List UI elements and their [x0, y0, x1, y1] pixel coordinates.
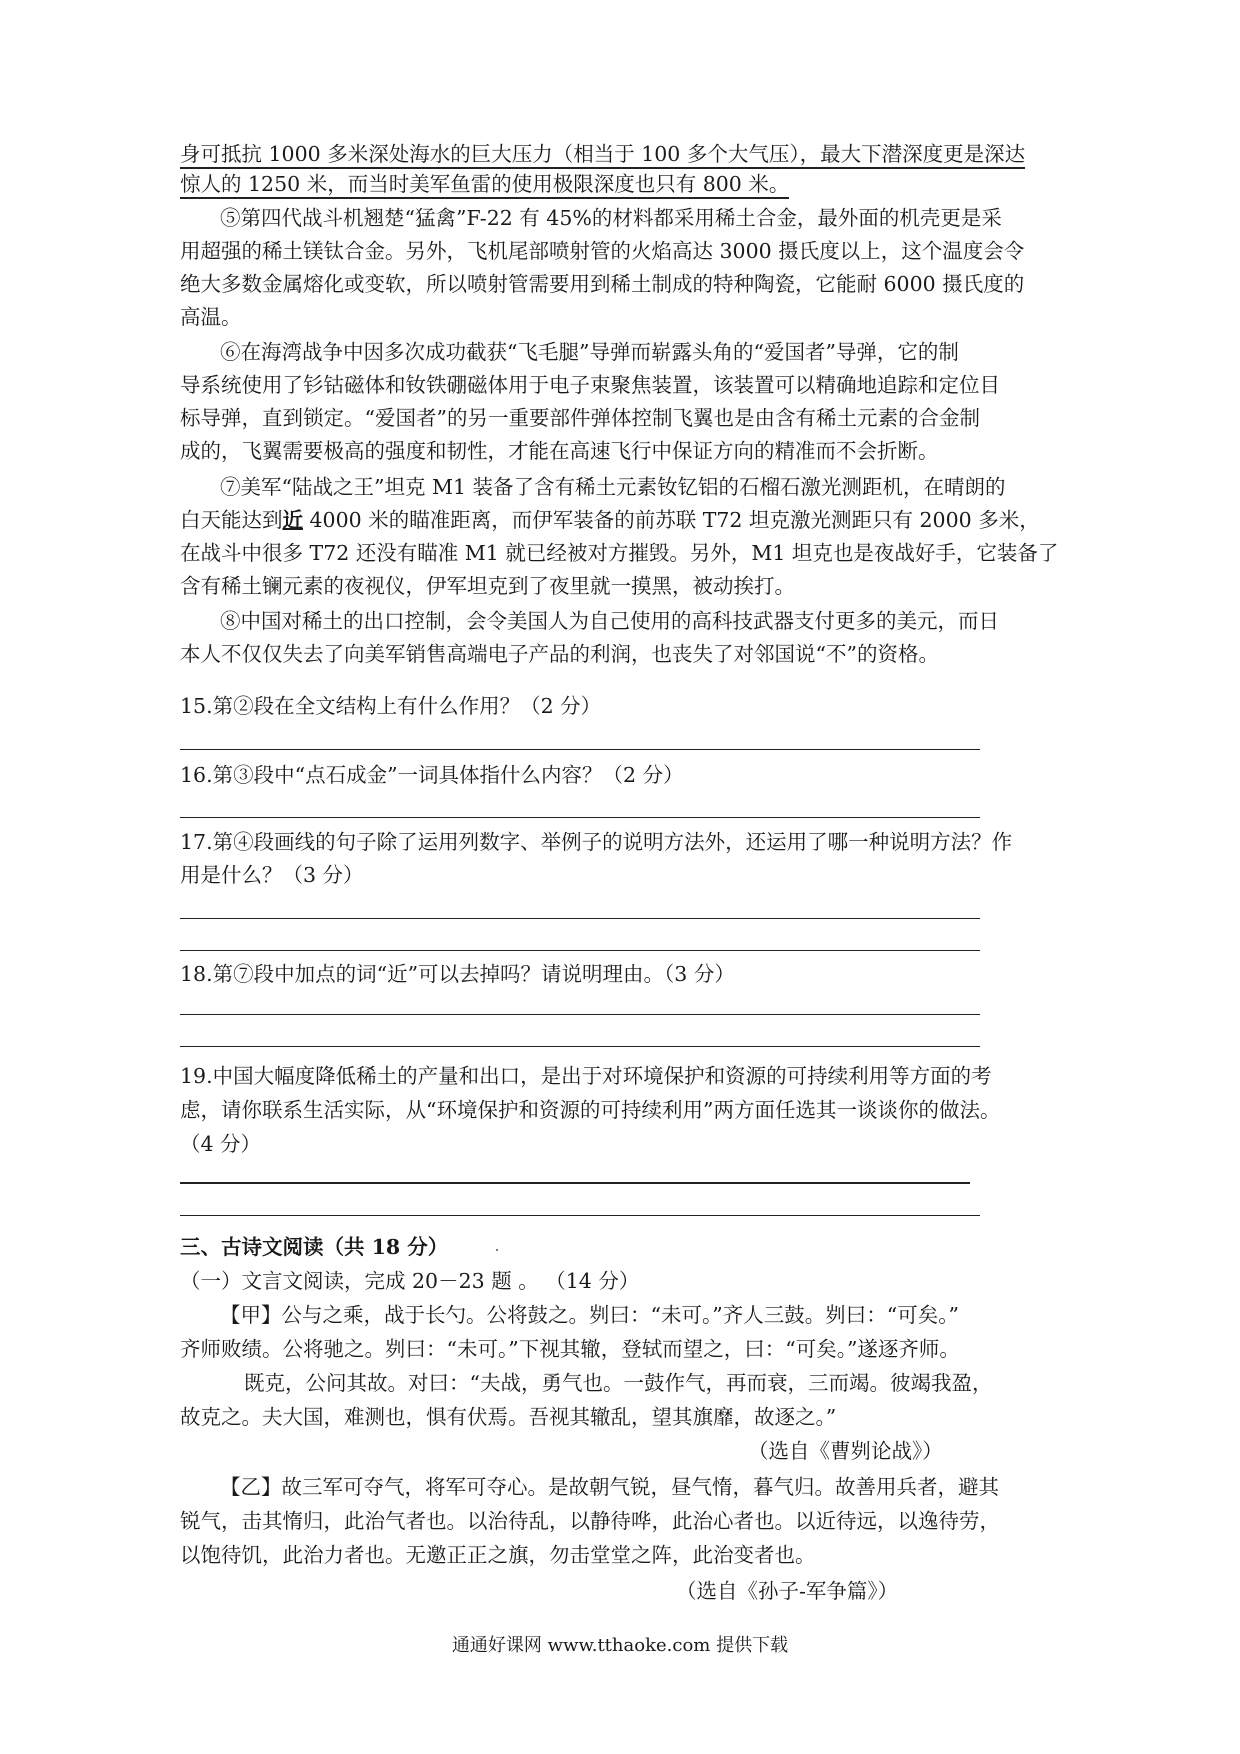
paragraph-7-text: 4000 米的瞄准距离，而伊军装备的前苏联 T72 坦克激光测距只有 2000 多米， [303, 508, 1040, 532]
paragraph-7-line-1: ⑦美军“陆战之王”坦克 M1 装备了含有稀土元素钕钇铝的石榴石激光测距机，在晴朗的 [220, 475, 1006, 499]
question-16: 16.第③段中“点石成金”一词具体指什么内容？（2 分） [180, 763, 684, 787]
paragraph-7-line-2 [180, 503, 1070, 537]
question-18: 18.第⑦段中加点的词“近”可以去掉吗？请说明理由。（3 分） [180, 962, 735, 986]
underlined-sentence: 惊人的 1250 米，而当时美军鱼雷的使用极限深度也只有 800 米。 [180, 172, 789, 199]
answer-line[interactable] [180, 1182, 970, 1184]
passage-jia-line-4: 故克之。夫大国，难测也，惧有伏焉。吾视其辙乱，望其旗靡，故逐之。” [180, 1405, 837, 1429]
question-19-line-1: 19.中国大幅度降低稀土的产量和出口，是出于对环境保护和资源的可持续利用等方面的考 [180, 1064, 992, 1088]
passage-yi-line-1: 【乙】故三军可夺气，将军可夺心。是故朝气锐，昼气惰，暮气归。故善用兵者，避其 [220, 1475, 999, 1499]
paragraph-4-line-1 [180, 137, 1070, 171]
passage-jia-source: （选自《曹刿论战》） [748, 1439, 943, 1463]
answer-line[interactable] [180, 918, 980, 919]
passage-yi-source: （选自《孙子-军争篇》） [676, 1579, 899, 1603]
question-17-line-2: 用是什么？（3 分） [180, 863, 364, 887]
passage-jia-line-2: 齐师败绩。公将驰之。刿曰：“未可。”下视其辙，登轼而望之，曰：“可矣。”遂逐齐师。 [180, 1337, 960, 1361]
section-3-subheading: （一）文言文阅读，完成 20－23 题 。 （14 分） [180, 1269, 640, 1293]
dotted-word: 近 [282, 508, 303, 532]
paragraph-8-line-2: 本人不仅仅失去了向美军销售高端电子产品的利润，也丧失了对邻国说“不”的资格。 [180, 642, 939, 666]
paragraph-7-text: 白天能达到 [180, 508, 283, 532]
passage-yi-line-2: 锐气，击其惰归，此治气者也。以治待乱，以静待哗，此治心者也。以近待远，以逸待劳， [180, 1509, 1000, 1533]
answer-line[interactable] [180, 1046, 980, 1047]
paragraph-5-line-2: 用超强的稀土镁钛合金。另外，飞机尾部喷射管的火焰高达 3000 摄氏度以上，这个温度会令 [180, 239, 1025, 263]
answer-line[interactable] [180, 950, 980, 951]
paragraph-7-line-3: 在战斗中很多 T72 还没有瞄准 M1 就已经被对方摧毁。另外，M1 坦克也是夜战好手，它装备了 [180, 541, 1059, 565]
question-15: 15.第②段在全文结构上有什么作用？（2 分） [180, 694, 602, 718]
question-19-line-2: 虑，请你联系生活实际，从“环境保护和资源的可持续利用”两方面任选其一谈谈你的做法。 [180, 1098, 1001, 1122]
paragraph-8-line-1: ⑧中国对稀土的出口控制，会令美国人为自己使用的高科技武器支付更多的美元，而日 [220, 609, 999, 633]
answer-line[interactable] [180, 749, 980, 750]
answer-line[interactable] [180, 1215, 980, 1216]
passage-yi-line-3: 以饱待饥，此治力者也。无邀正正之旗，勿击堂堂之阵，此治变者也。 [180, 1543, 816, 1567]
underlined-sentence: 身可抵抗 1000 多米深处海水的巨大压力（相当于 100 多个大气压），最大下潜深度更是深达 [180, 142, 1025, 169]
paragraph-6-line-3: 标导弹，直到锁定。“爱国者”的另一重要部件弹体控制飞翼也是由含有稀土元素的合金制 [180, 406, 980, 430]
paragraph-7-line-4: 含有稀土镧元素的夜视仪，伊军坦克到了夜里就一摸黑，被动挨打。 [180, 574, 795, 598]
paragraph-6-line-1: ⑥在海湾战争中因多次成功截获“飞毛腿”导弹而崭露头角的“爱国者”导弹，它的制 [220, 340, 959, 364]
passage-jia-line-3: 既克，公问其故。对曰：“夫战，勇气也。一鼓作气，再而衰，三而竭。彼竭我盈， [244, 1371, 993, 1395]
passage-jia-line-1: 【甲】公与之乘，战于长勺。公将鼓之。刿曰：“未可。”齐人三鼓。刿曰：“可矣。” [220, 1303, 959, 1327]
paragraph-5-line-4: 高温。 [180, 305, 242, 329]
question-19-line-3: （4 分） [180, 1132, 262, 1156]
answer-line[interactable] [180, 1014, 980, 1015]
page-footer: 通通好课网 www.tthaoke.com 提供下载 [451, 1635, 789, 1656]
paragraph-6-line-4: 成的，飞翼需要极高的强度和韧性，才能在高速飞行中保证方向的精准而不会折断。 [180, 439, 939, 463]
answer-line[interactable] [180, 817, 980, 818]
paragraph-6-line-2: 导系统使用了钐钴磁体和钕铁硼磁体用于电子束聚焦装置，该装置可以精确地追踪和定位目 [180, 373, 1000, 397]
paragraph-4-line-2 [180, 167, 1070, 201]
scan-speck [496, 1249, 498, 1251]
paragraph-5-line-3: 绝大多数金属熔化或变软，所以喷射管需要用到稀土制成的特种陶瓷，它能耐 6000 摄氏度的 [180, 272, 1025, 296]
paragraph-5-line-1: ⑤第四代战斗机翘楚“猛禽”F-22 有 45%的材料都采用稀土合金，最外面的机壳更是采 [220, 206, 1002, 230]
question-17-line-1: 17.第④段画线的句子除了运用列数字、举例子的说明方法外，还运用了哪一种说明方法？作 [180, 830, 1013, 854]
section-3-heading: 三、古诗文阅读（共 18 分） [180, 1235, 449, 1259]
